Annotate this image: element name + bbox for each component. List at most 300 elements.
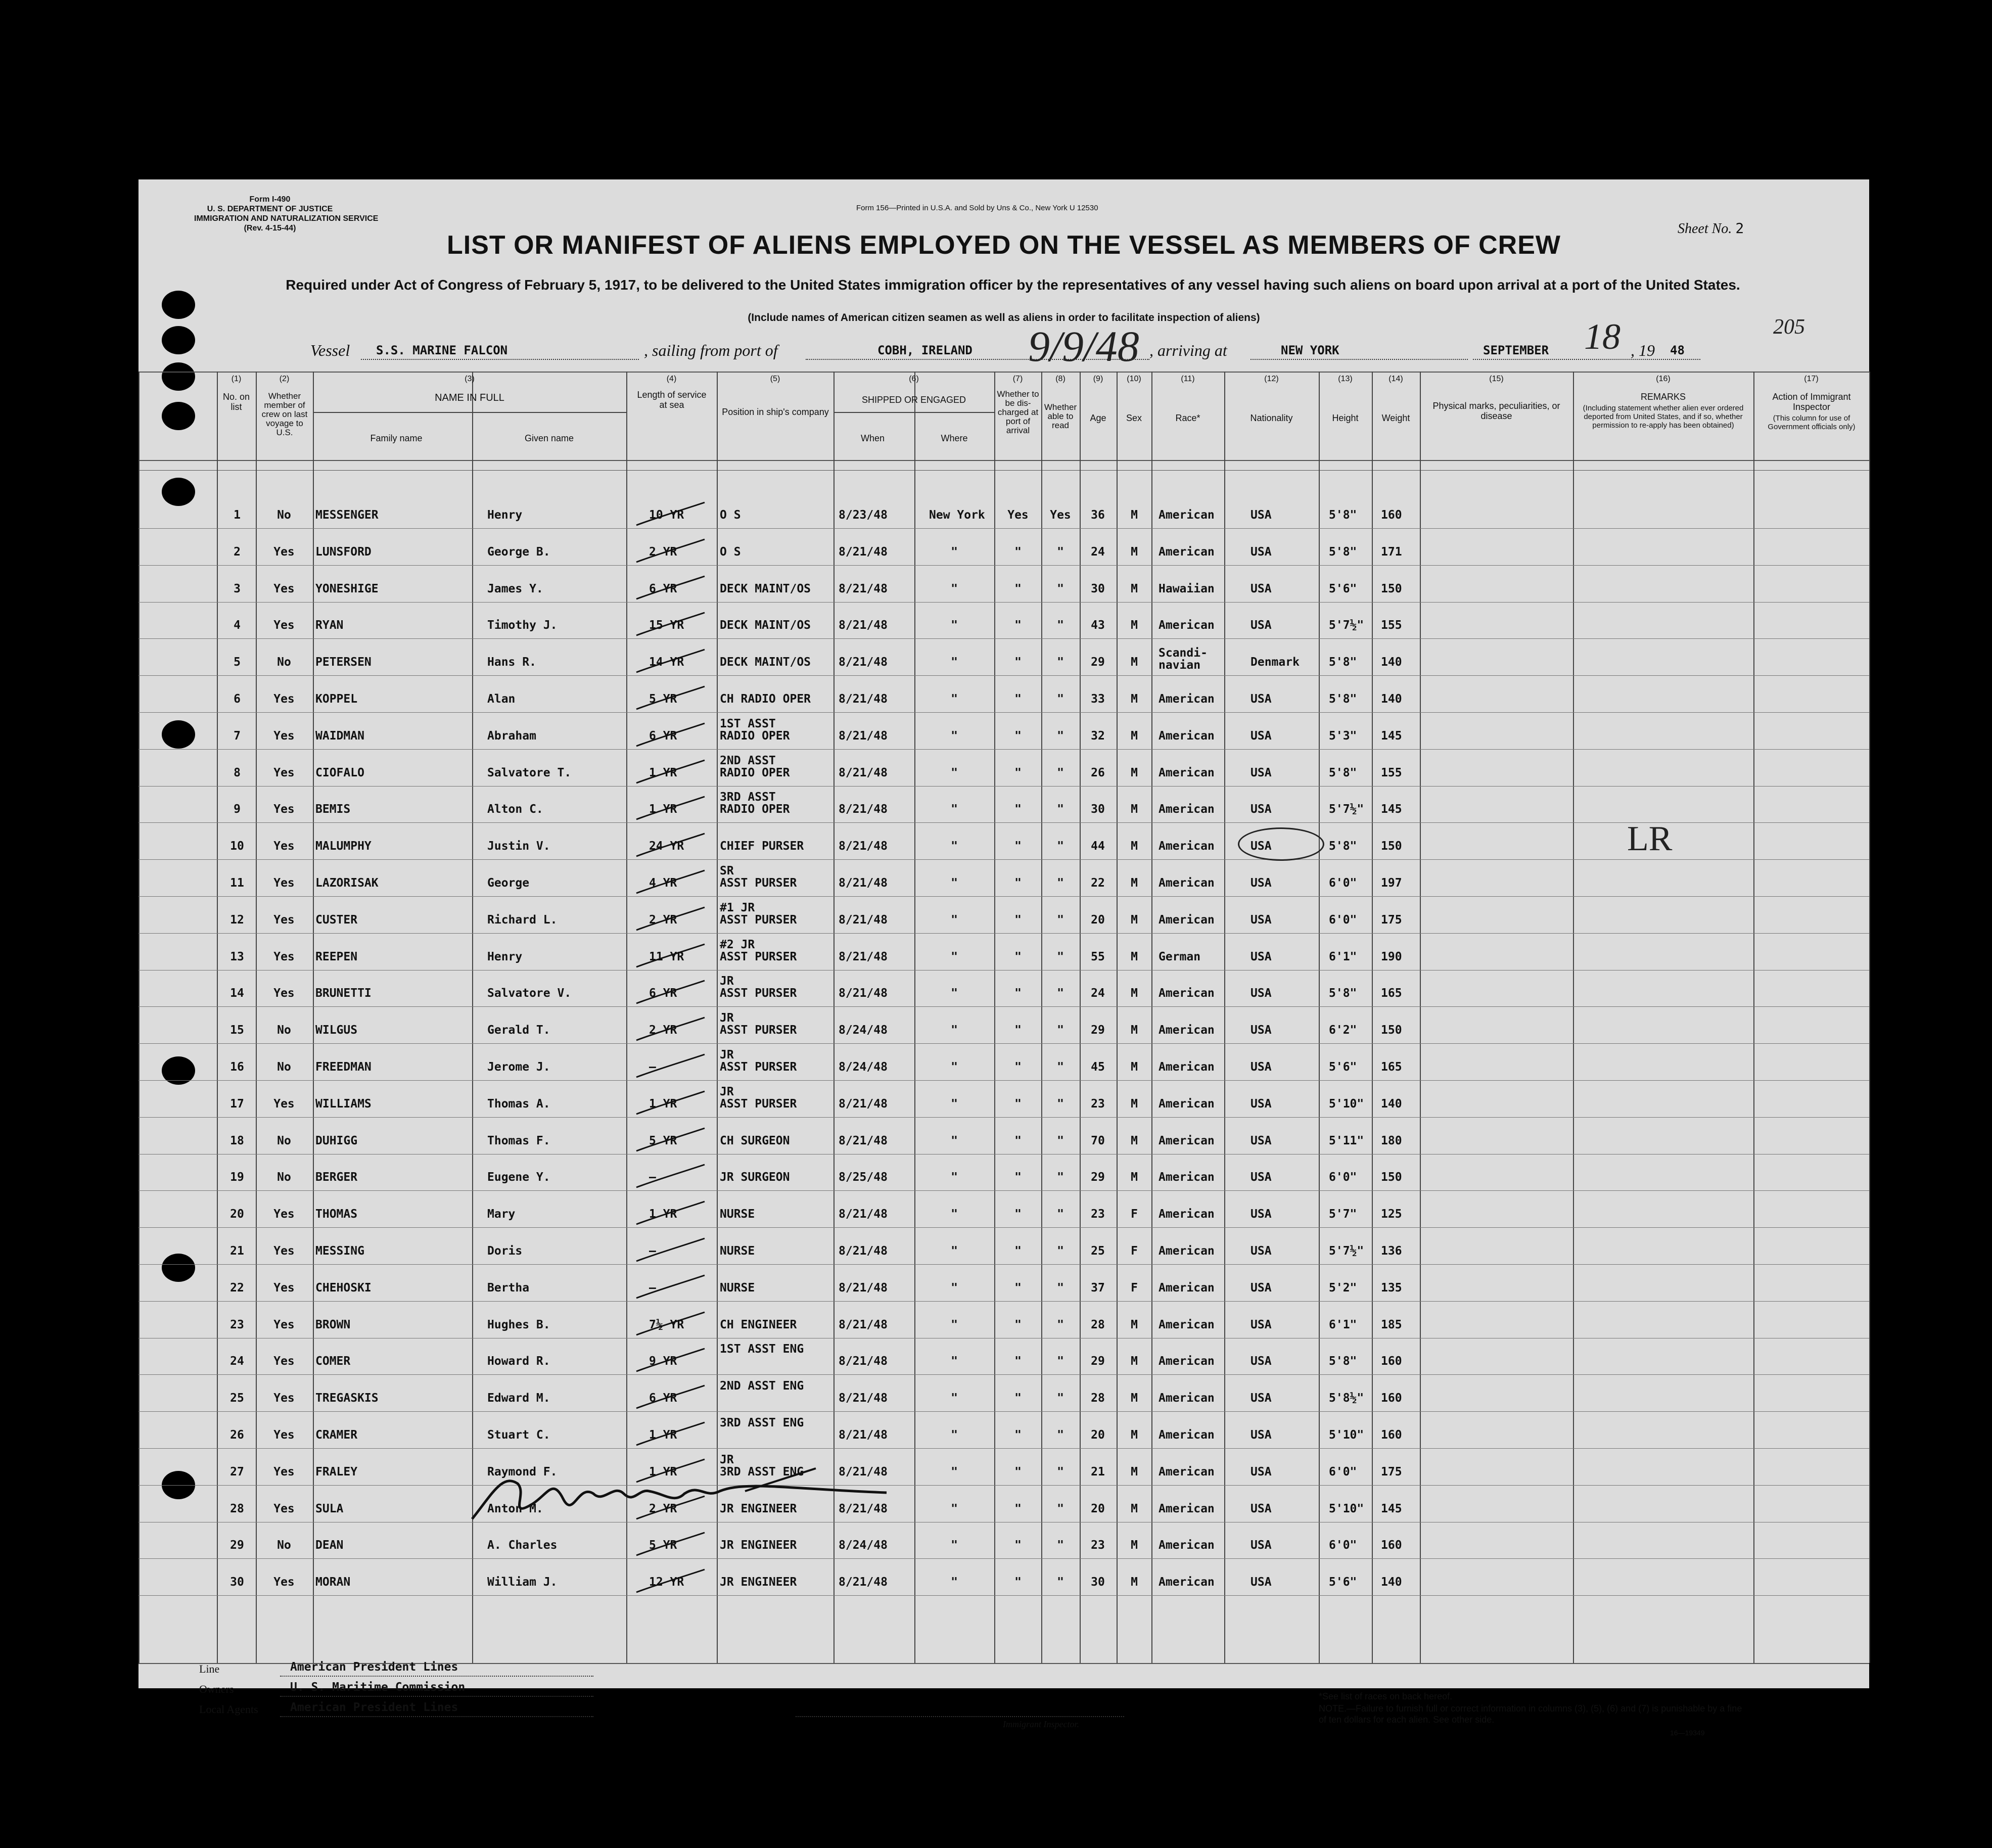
weight-cell: 145 (1381, 729, 1402, 743)
where-cell: " (951, 1539, 958, 1552)
race-cell: American (1159, 1097, 1215, 1111)
position-cell: CH SURGEON (720, 1134, 790, 1147)
read-cell: " (1057, 1539, 1064, 1552)
when-cell: 8/21/48 (839, 1392, 888, 1405)
weight-cell: 145 (1381, 803, 1402, 816)
age-cell: 23 (1091, 1539, 1105, 1552)
age-cell: 29 (1091, 1171, 1105, 1184)
check-mark (631, 500, 707, 530)
nationality-cell: USA (1250, 1355, 1272, 1368)
height-cell: 6'0" (1329, 876, 1357, 890)
family-name-cell: LAZORISAK (315, 876, 379, 890)
check-mark (631, 905, 707, 935)
position-cell: 1ST ASST RADIO OPER (720, 717, 790, 743)
sailing-port: COBH, IRELAND (877, 343, 972, 357)
height-cell: 6'2" (1329, 1024, 1357, 1037)
height-cell: 5'6" (1329, 1576, 1357, 1589)
length-cell: 6 YR (649, 1392, 677, 1405)
position-cell: NURSE (720, 1244, 755, 1258)
check-mark (631, 1126, 707, 1156)
member-cell: Yes (273, 840, 295, 853)
race-cell: American (1159, 803, 1215, 816)
row-number: 8 (234, 766, 241, 779)
given-name-cell: Timothy J. (487, 619, 558, 632)
discharged-cell: " (1014, 950, 1022, 963)
length-cell: 5 YR (649, 1539, 677, 1552)
length-cell: 6 YR (649, 729, 677, 743)
header-remarks-sub: (Including statement whether alien ever ordered deported from United States, and if so, whether permission to re-apply has been obtained) (1583, 404, 1744, 430)
family-name-cell: TREGASKIS (315, 1392, 379, 1405)
height-cell: 5'10" (1329, 1428, 1364, 1442)
family-name-cell: BRUNETTI (315, 987, 372, 1000)
discharged-cell: " (1014, 692, 1022, 706)
weight-cell: 140 (1381, 1576, 1402, 1589)
sex-cell: M (1131, 876, 1138, 890)
signature (462, 1463, 917, 1534)
given-name-cell: Edward M. (487, 1392, 550, 1405)
race-cell: American (1159, 1428, 1215, 1442)
weight-cell: 180 (1381, 1134, 1402, 1147)
member-cell: Yes (273, 803, 295, 816)
height-cell: 5'8" (1329, 987, 1357, 1000)
form-header (194, 195, 379, 233)
arriving-port: NEW YORK (1281, 343, 1339, 357)
sex-cell: M (1131, 803, 1138, 816)
position-cell: #1 JR ASST PURSER (720, 901, 797, 927)
when-cell: 8/21/48 (839, 913, 888, 927)
nationality-cell: USA (1250, 840, 1272, 853)
check-mark (631, 537, 707, 567)
race-cell: American (1159, 766, 1215, 779)
where-cell: " (951, 1502, 958, 1515)
family-name-cell: COMER (315, 1355, 351, 1368)
age-cell: 30 (1091, 582, 1105, 595)
age-cell: 24 (1091, 987, 1105, 1000)
given-name-cell: Salvatore V. (487, 987, 572, 1000)
family-name-cell: BROWN (315, 1318, 351, 1331)
member-cell: Yes (273, 619, 295, 632)
position-cell: 3RD ASST ENG (720, 1416, 804, 1429)
discharged-cell: " (1014, 1208, 1022, 1221)
family-name-cell: CUSTER (315, 913, 358, 927)
header-no: No. on list (222, 392, 250, 412)
check-mark (631, 684, 707, 714)
when-cell: 8/21/48 (839, 1208, 888, 1221)
sex-cell: M (1131, 1024, 1138, 1037)
height-cell: 5'3" (1329, 729, 1357, 743)
position-cell: JR ASST PURSER (720, 1048, 797, 1074)
family-name-cell: REEPEN (315, 950, 358, 963)
read-cell: " (1057, 619, 1064, 632)
weight-cell: 185 (1381, 1318, 1402, 1331)
height-cell: 5'8" (1329, 1355, 1357, 1368)
given-name-cell: Salvatore T. (487, 766, 572, 779)
sex-cell: M (1131, 1392, 1138, 1405)
arriving-label: , arriving at (1149, 341, 1227, 359)
position-cell: JR ENGINEER (720, 1576, 797, 1589)
nationality-cell: Denmark (1250, 656, 1300, 669)
height-cell: 5'6" (1329, 1060, 1357, 1074)
age-cell: 28 (1091, 1318, 1105, 1331)
header-marks: Physical marks, peculiarities, or disease (1432, 401, 1560, 421)
check-mark (631, 1273, 707, 1303)
read-cell: " (1057, 1281, 1064, 1295)
height-cell: 5'6" (1329, 582, 1357, 595)
height-cell: 6'0" (1329, 913, 1357, 927)
length-cell: — (649, 1244, 656, 1258)
age-cell: 29 (1091, 1355, 1105, 1368)
family-name-cell: WILGUS (315, 1024, 358, 1037)
row-number: 15 (230, 1024, 244, 1037)
age-cell: 44 (1091, 840, 1105, 853)
check-mark (631, 1089, 707, 1119)
weight-cell: 175 (1381, 1465, 1402, 1479)
check-mark (631, 1236, 707, 1266)
when-cell: 8/21/48 (839, 1134, 888, 1147)
when-cell: 8/21/48 (839, 987, 888, 1000)
given-name-cell: Alton C. (487, 803, 543, 816)
race-cell: American (1159, 729, 1215, 743)
where-cell: " (951, 803, 958, 816)
sex-cell: M (1131, 913, 1138, 927)
where-cell: " (951, 582, 958, 595)
when-cell: 8/21/48 (839, 582, 888, 595)
col-num: (11) (1181, 375, 1195, 383)
nationality-cell: USA (1250, 1502, 1272, 1515)
inspector-label: Immigrant Inspector. (1003, 1719, 1079, 1729)
header-nationality: Nationality (1250, 413, 1293, 423)
sex-cell: M (1131, 987, 1138, 1000)
page-number: 205 (1773, 315, 1805, 339)
when-cell: 8/24/48 (839, 1060, 888, 1074)
race-cell: American (1159, 1281, 1215, 1295)
race-cell: American (1159, 1060, 1215, 1074)
length-cell: 2 YR (649, 913, 677, 927)
arrival-year: 48 (1670, 343, 1685, 357)
read-cell: " (1057, 1060, 1064, 1074)
vessel-label: Vessel (310, 341, 350, 359)
given-name-cell: Eugene Y. (487, 1171, 550, 1184)
age-cell: 21 (1091, 1465, 1105, 1479)
race-cell: German (1159, 950, 1201, 963)
length-cell: 4 YR (649, 876, 677, 890)
col-num: (5) (770, 375, 780, 383)
sex-cell: M (1131, 1355, 1138, 1368)
race-cell: American (1159, 840, 1215, 853)
header-name: NAME IN FULL (435, 392, 504, 403)
given-name-cell: Anton M. (487, 1502, 543, 1515)
read-cell: " (1057, 766, 1064, 779)
row-number: 16 (230, 1060, 244, 1074)
header-height: Height (1332, 413, 1359, 423)
height-cell: 5'7½" (1329, 803, 1364, 816)
weight-cell: 140 (1381, 1097, 1402, 1111)
read-cell: " (1057, 950, 1064, 963)
length-cell: 1 YR (649, 1465, 677, 1479)
length-cell: 1 YR (649, 766, 677, 779)
where-cell: " (951, 1576, 958, 1589)
discharged-cell: " (1014, 1392, 1022, 1405)
height-cell: 5'7½" (1329, 1244, 1364, 1258)
discharged-cell: " (1014, 913, 1022, 927)
family-name-cell: CIOFALO (315, 766, 364, 779)
row-number: 14 (230, 987, 244, 1000)
sex-cell: F (1131, 1244, 1138, 1258)
race-cell: Hawaiian (1159, 582, 1215, 595)
height-cell: 6'0" (1329, 1465, 1357, 1479)
family-name-cell: DEAN (315, 1539, 344, 1552)
when-cell: 8/21/48 (839, 1097, 888, 1111)
when-cell: 8/21/48 (839, 619, 888, 632)
weight-cell: 150 (1381, 1171, 1402, 1184)
where-cell: " (951, 1097, 958, 1111)
position-cell: JR ASST PURSER (720, 1011, 797, 1037)
member-cell: Yes (273, 766, 295, 779)
member-cell: Yes (273, 1318, 295, 1331)
where-cell: " (951, 729, 958, 743)
member-cell: No (277, 1171, 291, 1184)
sailing-label: , sailing from port of (644, 341, 778, 359)
nationality-cell: USA (1250, 1539, 1272, 1552)
member-cell: No (277, 656, 291, 669)
sex-cell: M (1131, 545, 1138, 559)
discharged-cell: " (1014, 1060, 1022, 1074)
given-name-cell: Hughes B. (487, 1318, 550, 1331)
header-weight: Weight (1381, 413, 1410, 423)
position-cell: JR ENGINEER (720, 1539, 797, 1552)
length-cell: 5 YR (649, 692, 677, 706)
nationality-cell: USA (1250, 509, 1272, 522)
sex-cell: M (1131, 509, 1138, 522)
when-cell: 8/21/48 (839, 766, 888, 779)
family-name-cell: YONESHIGE (315, 582, 379, 595)
height-cell: 5'10" (1329, 1097, 1364, 1111)
check-mark (631, 831, 707, 861)
form-code: 16—19349 (1670, 1729, 1705, 1737)
family-name-cell: FRALEY (315, 1465, 358, 1479)
weight-cell: 150 (1381, 1024, 1402, 1037)
member-cell: Yes (273, 582, 295, 595)
age-cell: 29 (1091, 1024, 1105, 1037)
check-mark (631, 1530, 707, 1560)
family-name-cell: PETERSEN (315, 656, 372, 669)
weight-cell: 125 (1381, 1208, 1402, 1221)
when-cell: 8/21/48 (839, 1244, 888, 1258)
check-mark (631, 647, 707, 677)
when-cell: 8/21/48 (839, 1281, 888, 1295)
row-number: 12 (230, 913, 244, 927)
when-cell: 8/25/48 (839, 1171, 888, 1184)
where-cell: " (951, 1208, 958, 1221)
discharged-cell: Yes (1007, 509, 1029, 522)
discharged-cell: " (1014, 1502, 1022, 1515)
col-num: (1) (231, 375, 242, 383)
weight-cell: 160 (1381, 1428, 1402, 1442)
given-name-cell: Hans R. (487, 656, 536, 669)
discharged-cell: " (1014, 1355, 1022, 1368)
member-cell: No (277, 509, 291, 522)
statute-text: Required under Act of Congress of February 5, 1917, to be delivered to the United States immigration officer by the representatives of any vessel having such aliens on board upon arrival at a port of the United States. (286, 277, 1740, 293)
row-number: 10 (230, 840, 244, 853)
nationality-cell: USA (1250, 1024, 1272, 1037)
length-cell: 11 YR (649, 950, 684, 963)
race-cell: American (1159, 545, 1215, 559)
discharged-cell: " (1014, 840, 1022, 853)
length-cell: 1 YR (649, 803, 677, 816)
when-cell: 8/21/48 (839, 950, 888, 963)
row-number: 23 (230, 1318, 244, 1331)
race-cell: American (1159, 876, 1215, 890)
where-cell: " (951, 1428, 958, 1442)
weight-cell: 155 (1381, 619, 1402, 632)
discharged-cell: " (1014, 766, 1022, 779)
col-num: (7) (1012, 375, 1023, 383)
nationality-cell: USA (1250, 1428, 1272, 1442)
given-name-cell: Thomas A. (487, 1097, 550, 1111)
where-cell: New York (929, 509, 985, 522)
weight-cell: 160 (1381, 1539, 1402, 1552)
check-mark (631, 1052, 707, 1082)
member-cell: No (277, 1539, 291, 1552)
binder-hole (162, 326, 195, 354)
read-cell: " (1057, 913, 1064, 927)
check-mark (631, 758, 707, 788)
header-shipped: SHIPPED OR ENGAGED (861, 395, 966, 405)
weight-cell: 165 (1381, 987, 1402, 1000)
age-cell: 20 (1091, 1428, 1105, 1442)
given-name-cell: Doris (487, 1244, 523, 1258)
length-cell: 7½ YR (649, 1318, 684, 1331)
age-cell: 28 (1091, 1392, 1105, 1405)
nationality-cell: USA (1250, 987, 1272, 1000)
row-number: 4 (234, 619, 241, 632)
when-cell: 8/21/48 (839, 1318, 888, 1331)
family-name-cell: MORAN (315, 1576, 351, 1589)
member-cell: Yes (273, 1502, 295, 1515)
position-cell: JR SURGEON (720, 1171, 790, 1184)
discharged-cell: " (1014, 656, 1022, 669)
when-cell: 8/24/48 (839, 1024, 888, 1037)
height-cell: 5'8" (1329, 656, 1357, 669)
length-cell: 6 YR (649, 987, 677, 1000)
given-name-cell: Alan (487, 692, 516, 706)
row-number: 24 (230, 1355, 244, 1368)
height-cell: 5'8" (1329, 545, 1357, 559)
weight-cell: 140 (1381, 656, 1402, 669)
race-cell: American (1159, 1502, 1215, 1515)
weight-cell: 140 (1381, 692, 1402, 706)
position-cell: DECK MAINT/OS (720, 656, 811, 669)
header-read: Whether able to read (1044, 402, 1077, 430)
position-cell: JR ENGINEER (720, 1502, 797, 1515)
given-name-cell: Howard R. (487, 1355, 550, 1368)
when-cell: 8/21/48 (839, 1465, 888, 1479)
races-note: *See list of races on back hereof. (1319, 1691, 1453, 1701)
agents-label: Local Agents (199, 1703, 258, 1716)
read-cell: " (1057, 1244, 1064, 1258)
where-cell: " (951, 1060, 958, 1074)
check-mark (631, 1310, 707, 1340)
when-cell: 8/21/48 (839, 1355, 888, 1368)
where-cell: " (951, 1318, 958, 1331)
member-cell: No (277, 1134, 291, 1147)
given-name-cell: Stuart C. (487, 1428, 550, 1442)
weight-cell: 190 (1381, 950, 1402, 963)
line-label: Line (199, 1662, 220, 1675)
col-num: (2) (279, 375, 290, 383)
sex-cell: M (1131, 1502, 1138, 1515)
header-where: Where (941, 433, 968, 443)
nationality-cell: USA (1250, 803, 1272, 816)
height-cell: 5'11" (1329, 1134, 1364, 1147)
length-cell: 9 YR (649, 1355, 677, 1368)
check-mark (631, 1199, 707, 1229)
age-cell: 23 (1091, 1097, 1105, 1111)
length-cell: 24 YR (649, 840, 684, 853)
discharged-cell: " (1014, 1244, 1022, 1258)
height-cell: 6'0" (1329, 1171, 1357, 1184)
nationality-cell: USA (1250, 1134, 1272, 1147)
member-cell: Yes (273, 1281, 295, 1295)
length-cell: — (649, 1171, 656, 1184)
header-length: Length of service at sea (637, 390, 707, 410)
when-cell: 8/21/48 (839, 729, 888, 743)
position-cell: JR 3RD ASST ENG (720, 1453, 804, 1479)
row-number: 2 (234, 545, 241, 559)
family-name-cell: MALUMPHY (315, 840, 372, 853)
read-cell: " (1057, 1024, 1064, 1037)
sex-cell: M (1131, 1465, 1138, 1479)
race-cell: American (1159, 913, 1215, 927)
position-cell: DECK MAINT/OS (720, 619, 811, 632)
discharged-cell: " (1014, 1539, 1022, 1552)
nationality-cell: USA (1250, 692, 1272, 706)
sheet-value: 2 (1735, 220, 1744, 237)
given-name-cell: Raymond F. (487, 1465, 558, 1479)
sex-cell: M (1131, 950, 1138, 963)
race-cell: American (1159, 1134, 1215, 1147)
member-cell: Yes (273, 1244, 295, 1258)
where-cell: " (951, 1244, 958, 1258)
nationality-cell: USA (1250, 1318, 1272, 1331)
weight-cell: 150 (1381, 840, 1402, 853)
row-number: 6 (234, 692, 241, 706)
when-cell: 8/21/48 (839, 1502, 888, 1515)
header-when: When (860, 433, 885, 443)
sex-cell: M (1131, 1171, 1138, 1184)
nationality-cell: USA (1250, 1576, 1272, 1589)
height-cell: 5'10" (1329, 1502, 1364, 1515)
length-cell: 2 YR (649, 1502, 677, 1515)
race-cell: American (1159, 1208, 1215, 1221)
line-value: American President Lines (290, 1660, 458, 1674)
length-cell: 1 YR (649, 1428, 677, 1442)
when-cell: 8/21/48 (839, 692, 888, 706)
member-cell: Yes (273, 913, 295, 927)
sex-cell: M (1131, 1576, 1138, 1589)
when-cell: 8/21/48 (839, 876, 888, 890)
crew-table (138, 372, 1869, 1663)
weight-cell: 197 (1381, 876, 1402, 890)
height-cell: 6'1" (1329, 950, 1357, 963)
read-cell: Yes (1050, 509, 1071, 522)
where-cell: " (951, 913, 958, 927)
row-number: 3 (234, 582, 241, 595)
age-cell: 23 (1091, 1208, 1105, 1221)
member-cell: Yes (273, 1465, 295, 1479)
nationality-cell: USA (1250, 876, 1272, 890)
race-cell: American (1159, 1171, 1215, 1184)
